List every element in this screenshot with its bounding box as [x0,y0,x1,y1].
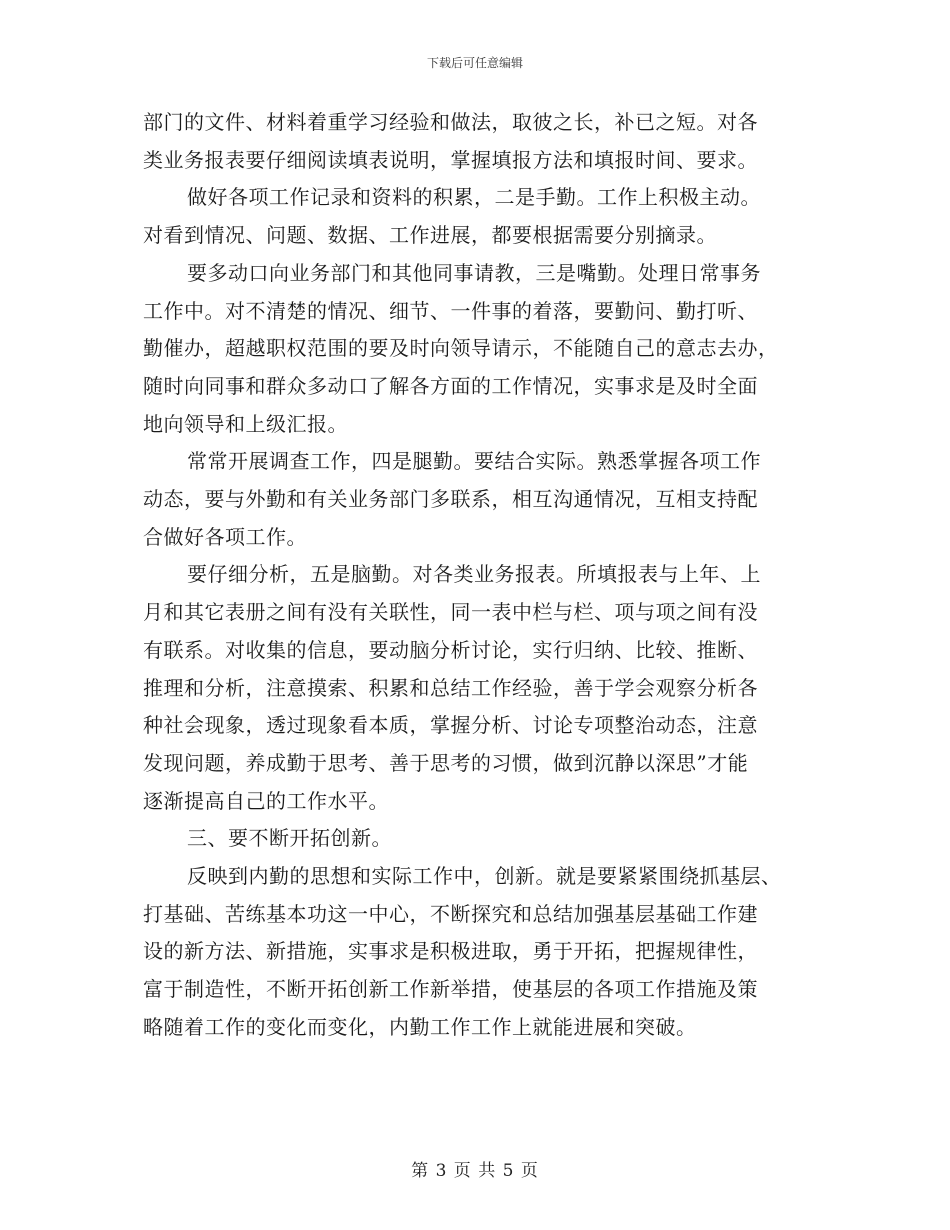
text-line: 月和其它表册之间有没有关联性，同一表中栏与栏、项与项之间有没 [143,600,758,625]
paragraph-start-line: 要多动口向业务部门和其他同事请教，三是嘴勤。处理日常事务 [187,260,761,285]
text-line: 勤催办，超越职权范围的要及时向领导请示，不能随自己的意志去办， [143,336,779,361]
text-line: 类业务报表要仔细阅读填表说明，掌握填报方法和填报时间、要求。 [143,147,758,172]
text-line: 对看到情况、问题、数据、工作进展，都要根据需要分别摘录。 [143,223,717,248]
text-line: 随时向同事和群众多动口了解各方面的工作情况，实事求是及时全面 [143,373,758,398]
paragraph-start-line: 做好各项工作记录和资料的积累，二是手勤。工作上积极主动。 [187,185,761,210]
page-header: 下载后可任意编辑 [426,56,523,70]
section-heading: 三、要不断开拓创新。 [187,826,392,851]
text-line: 略随着工作的变化而变化，内勤工作工作上就能进展和突破。 [143,1014,697,1039]
text-line: 逐渐提高自己的工作水平。 [143,788,389,813]
text-line: 部门的文件、材料着重学习经验和做法，取彼之长，补已之短。对各 [143,110,758,134]
text-line: 动态，要与外勤和有关业务部门多联系，相互沟通情况，互相支持配 [143,487,758,512]
text-line: 发现问题，养成勤于思考、善于思考的习惯，做到沉静以深思”才能 [143,750,749,775]
text-line: 设的新方法、新措施，实事求是积极进取，勇于开拓，把握规律性， [143,939,758,964]
paragraph-start-line: 反映到内勤的思想和实际工作中，创新。就是要紧紧围绕抓基层、 [187,864,782,889]
text-line: 打基础、苦练基本功这一中心，不断探究和总结加强基层基础工作建 [143,901,758,926]
text-line: 富于制造性，不断开拓创新工作新举措，使基层的各项工作措施及策 [143,977,758,1002]
text-line: 合做好各项工作。 [143,524,307,549]
paragraph-start-line: 要仔细分析，五是脑勤。对各类业务报表。所填报表与上年、上 [187,562,761,587]
text-line: 有联系。对收集的信息，要动脑分析讨论，实行归纳、比较、推断、 [143,637,758,662]
page-number: 第 3 页 共 5 页 [411,1161,539,1181]
text-line: 工作中。对不清楚的情况、细节、一件事的着落，要勤问、勤打听、 [143,298,758,323]
text-line: 种社会现象，透过现象看本质，掌握分析、讨论专项整治动态，注意 [143,713,758,738]
text-line: 地向领导和上级汇报。 [143,411,348,436]
body-text [143,104,823,1047]
text-line: 推理和分析，注意摸索、积累和总结工作经验，善于学会观察分析各 [143,675,758,700]
paragraph-start-line: 常常开展调查工作，四是腿勤。要结合实际。熟悉掌握各项工作 [187,449,761,474]
